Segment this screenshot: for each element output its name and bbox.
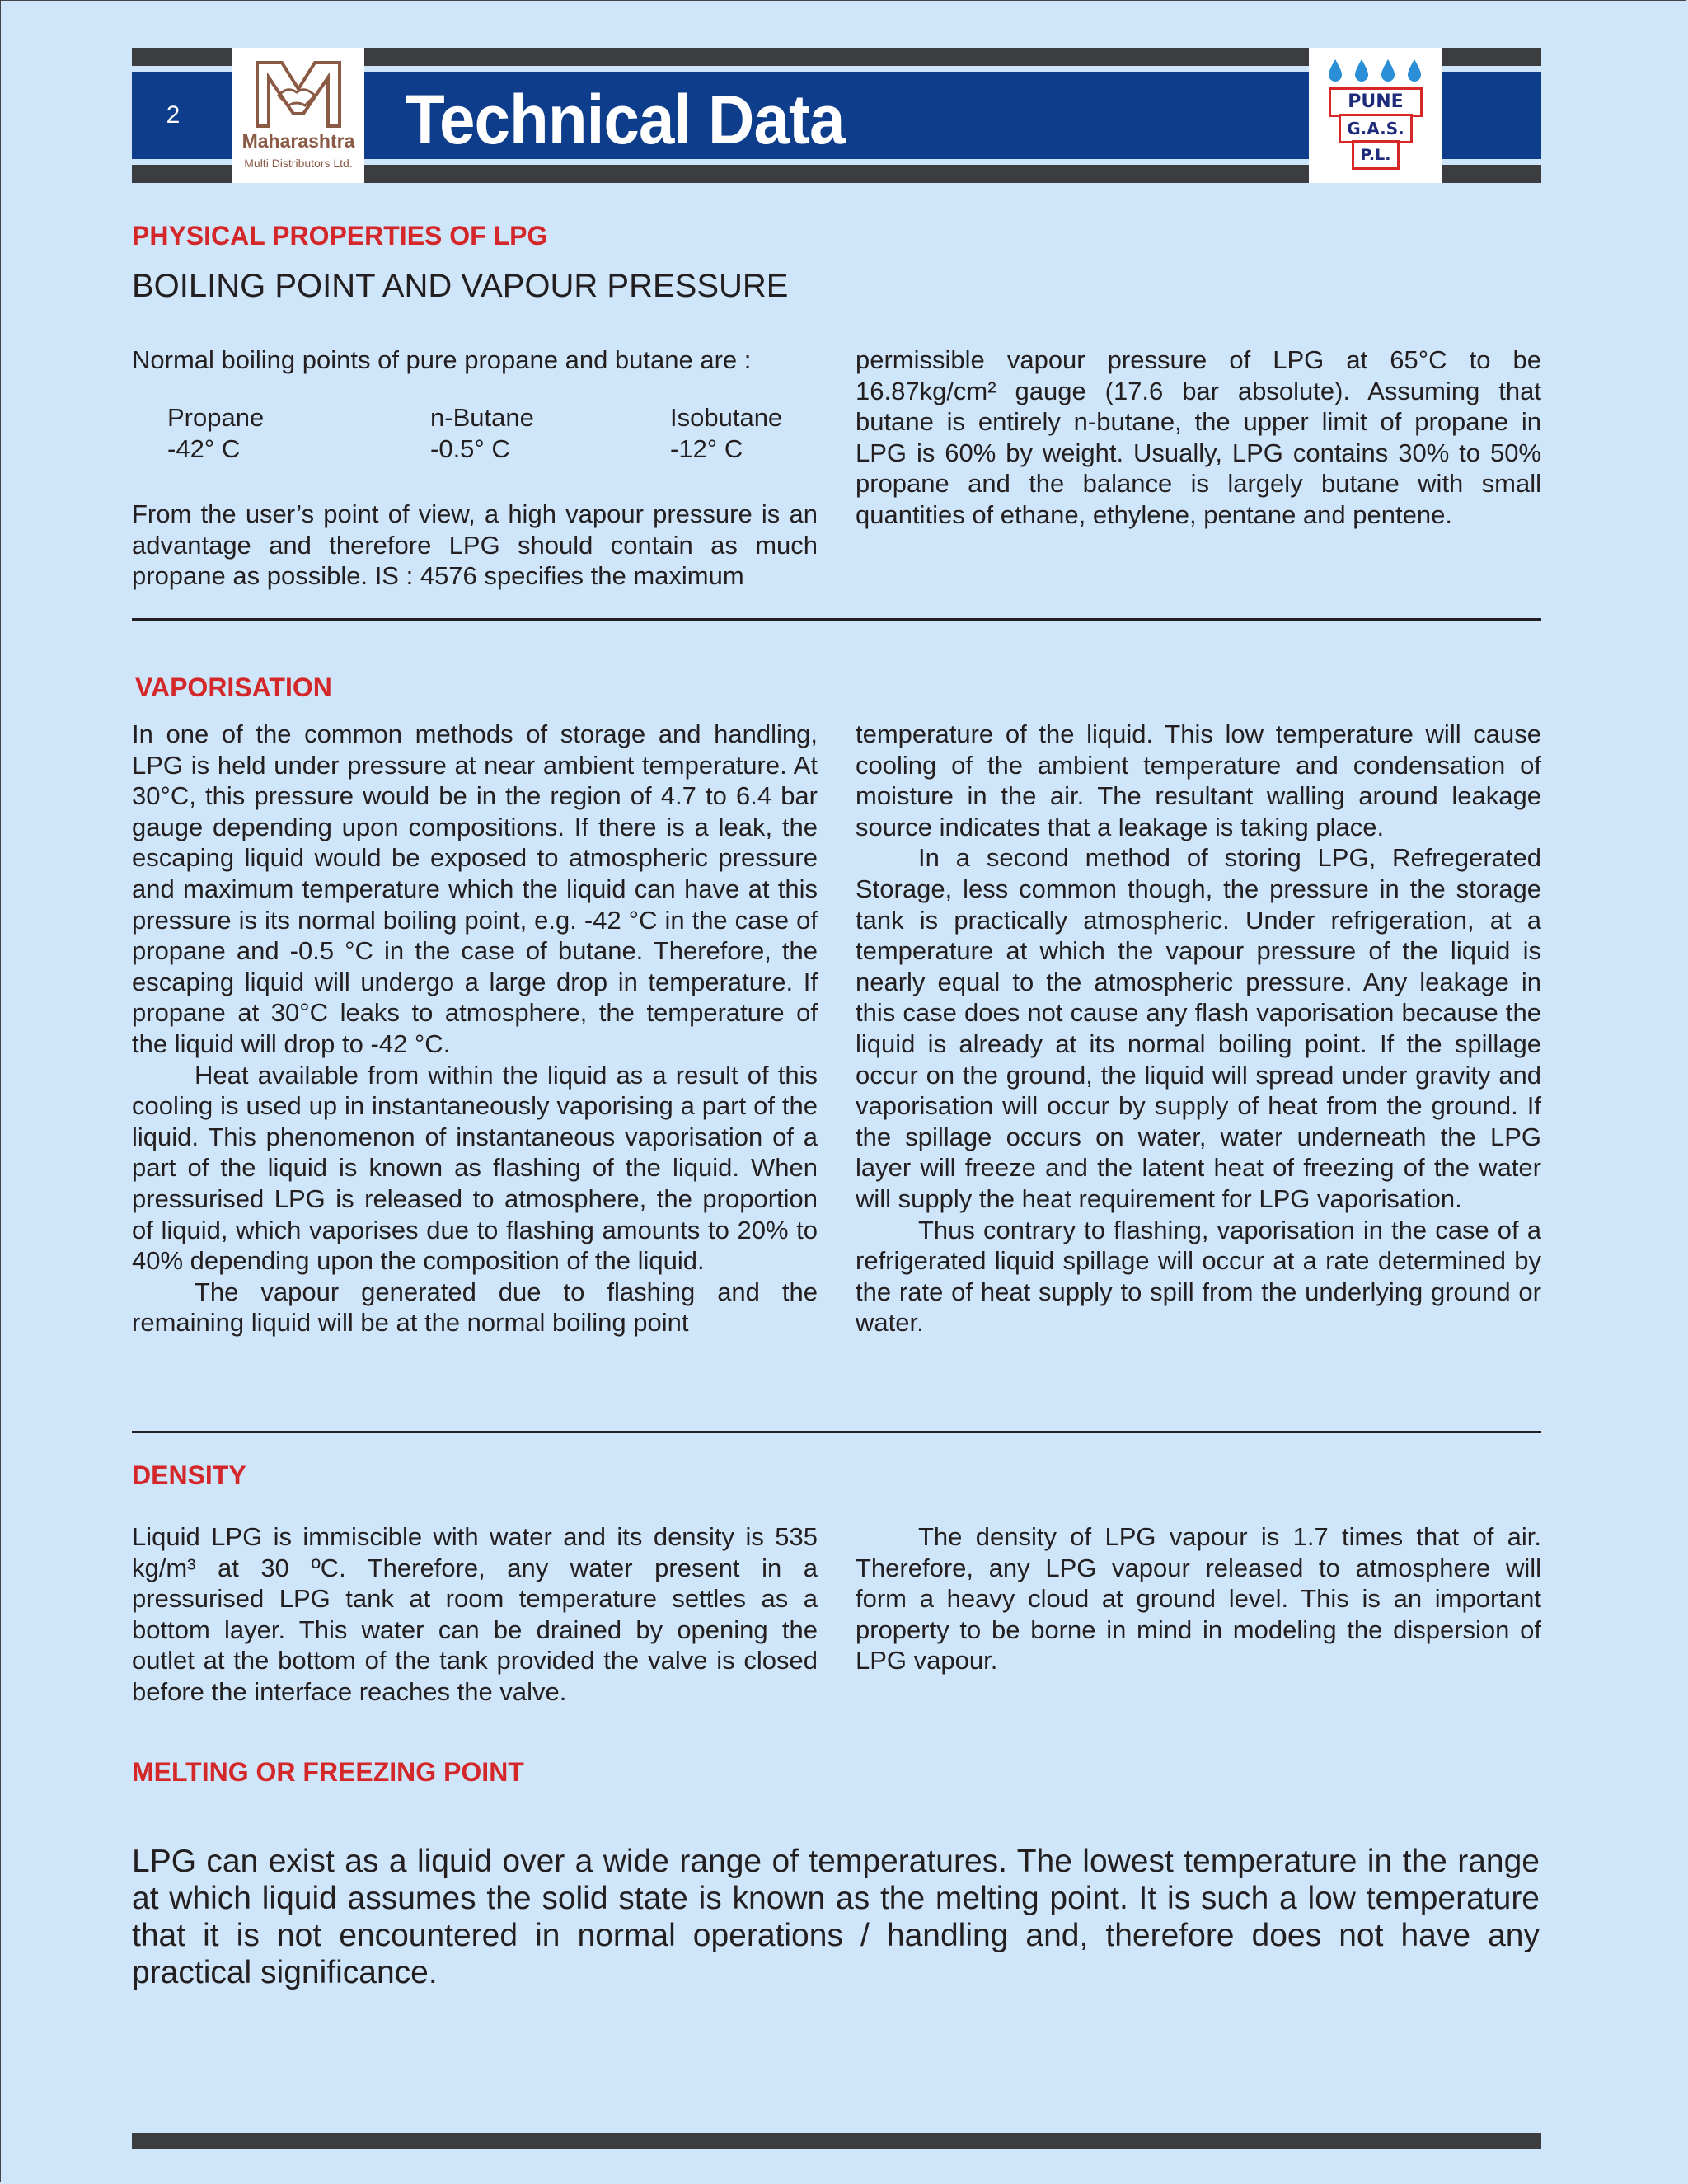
logo-pl-text: P.L. [1352,140,1400,170]
vaporisation-left-column [132,719,818,1338]
isobutane-value: -12° C [670,434,743,463]
physical-properties-heading: PHYSICAL PROPERTIES OF LPG [132,221,548,251]
water-drops-icon [1325,58,1428,82]
page-title: Technical Data [406,81,845,158]
logo-brand-name: Maharashtra [241,130,355,152]
vapour-pressure-left-text: From the user’s point of view, a high vapour pressure is an advantage and therefore LPG should contain as much propane as possible. IS : 4576 specifies the maximum [132,499,818,591]
section-divider [132,1431,1541,1433]
section-divider [132,618,1541,621]
vaporisation-left-para-1: In one of the common methods of storage and handling, LPG is held under pressure at near ambient temperature. At 30°C, this pressure would be in the region of 4.7 to 6.4 bar gauge depending upon compositions. If there is a leak, the escaping liquid would be exposed to atmospheric pressure and maximum temperature which the liquid can have at this pressure is its normal boiling point, e.g. -42 °C in the case of propane and -0.5 °C in the case of butane. Therefore, the escaping liquid will undergo a large drop in temperature. If propane at 30°C leaks to atmosphere, the temperature of the liquid will drop to -42 °C. [132,719,818,1058]
propane-label: Propane [167,403,265,432]
propane-value: -42° C [167,434,241,463]
handshake-m-icon [249,56,348,130]
logo-gas-text: G.A.S. [1339,114,1413,143]
boiling-intro: Normal boiling points of pure propane and butane are : [132,345,752,374]
vaporisation-right-para-1: temperature of the liquid. This low temperature will cause cooling of the ambient temperature and condensation of moisture in the air. The resultant walling around leakage source indicates that a leakage is taking place. [856,719,1541,841]
logo-pune-text: PUNE [1329,87,1423,117]
vapour-pressure-right-text: permissible vapour pressure of LPG at 65°C to be 16.87kg/cm² gauge (17.6 bar absolute). Assuming that butane is entirely n-butane, the upper limit of propane in LPG is 60% by weight. Usually, LPG contains 30% to 50% propane and the balance is largely butane with small quantities of ethane, ethylene, pentane and pentene. [856,345,1541,529]
page-number: 2 [166,101,181,129]
boiling-point-subheading: BOILING POINT AND VAPOUR PRESSURE [132,268,789,304]
n-butane-column [430,402,645,465]
vaporisation-right-column [856,719,1541,1338]
melting-point-heading: MELTING OR FREEZING POINT [132,1757,524,1787]
vaporisation-heading: VAPORISATION [135,673,332,702]
maharashtra-logo [232,48,364,183]
logo-brand-subtitle: Multi Distributors Ltd. [244,157,353,170]
isobutane-column [670,402,884,465]
pune-gas-logo [1309,48,1442,183]
isobutane-label: Isobutane [670,403,783,432]
melting-point-text: LPG can exist as a liquid over a wide range of temperatures. The lowest temperature in the range at which liquid assumes the solid state is known as the melting point. It is such a low temperature that it is not encountered in normal operations / handling and, therefore does not have any practical significance. [132,1844,1540,1990]
vaporisation-right-para-3: Thus contrary to flashing, vaporisation in the case of a refrigerated liquid spillage will occur at a rate determined by the rate of heat supply to spill from the underlying ground or water. [856,1215,1541,1338]
density-heading: DENSITY [132,1460,246,1490]
vaporisation-right-para-2: In a second method of storing LPG, Refregerated Storage, less common though, the pressure in the storage tank is practically atmospheric. Under refrigeration, at a temperature at which the vapour pressure of the liquid is nearly equal to the atmospheric pressure. Any leakage in this case does not cause any flash vaporisation because the liquid is already at its normal boiling point. If the spillage occur on the ground, the liquid will spread under gravity and vaporisation will occur by supply of heat from the ground. If the spillage occurs on water, water underneath the LPG layer will freeze and the latent heat of freezing of the water will supply the heat requirement for LPG vaporisation. [856,843,1541,1213]
density-left-text: Liquid LPG is immiscible with water and its density is 535 kg/m³ at 30 ºC. Therefore, any water present in a pressurised LPG tank at room temperature settles as a bottom layer. This water can be drained by opening the outlet at the bottom of the tank provided the valve is closed before the interface reaches the valve. [132,1522,818,1706]
n-butane-value: -0.5° C [430,434,510,463]
n-butane-label: n-Butane [430,403,534,432]
vaporisation-left-para-3: The vapour generated due to flashing and the remaining liquid will be at the normal boiling point [132,1277,818,1338]
footer-bar [132,2133,1541,2149]
propane-column [167,402,382,465]
vaporisation-left-para-2: Heat available from within the liquid as a result of this cooling is used up in instantaneously vaporising a part of the liquid. This phenomenon of instantaneous vaporisation of a part of the liquid is known as flashing of the liquid. When pressurised LPG is released to atmosphere, the proportion of liquid, which vaporises due to flashing amounts to 20% to 40% depending upon the composition of the liquid. [132,1060,818,1276]
density-right-text: The density of LPG vapour is 1.7 times that of air. Therefore, any LPG vapour released to atmosphere will form a heavy cloud at ground level. This is an important property to be borne in mind in modeling the dispersion of LPG vapour. [856,1522,1541,1675]
